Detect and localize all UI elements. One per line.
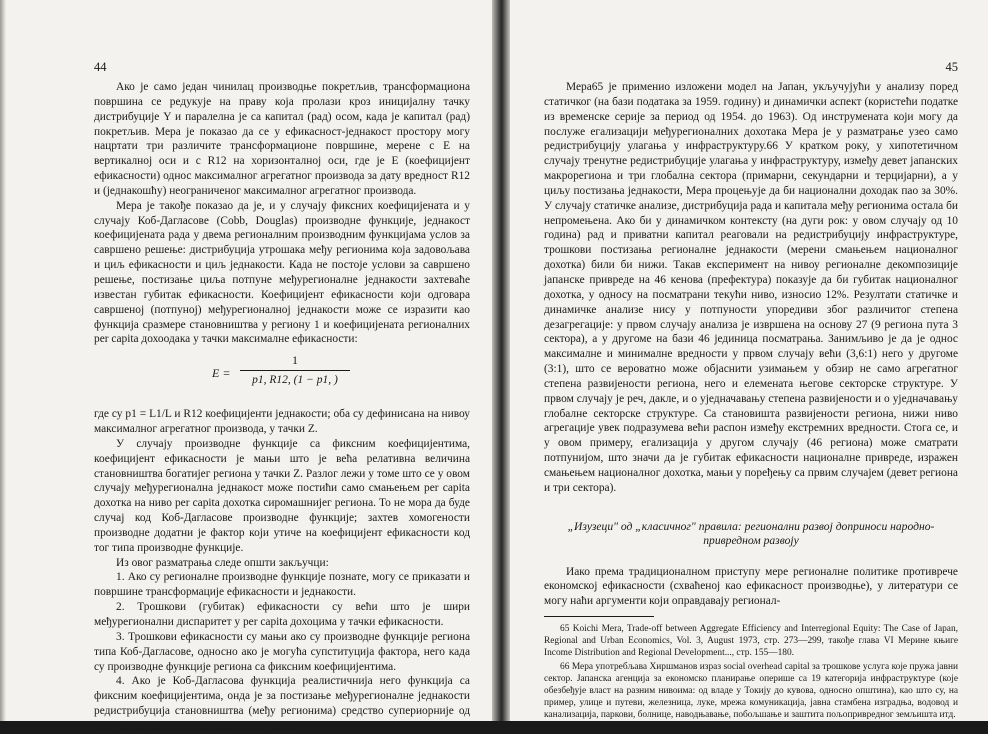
paragraph: где су p1 = L1/L и R12 коефицијенти једнакости; оба су дефинисана на нивоу максималног агрегатног производа, у тачки Z. (94, 408, 470, 436)
formula-fraction (240, 353, 350, 388)
page-number-right: 45 (945, 60, 958, 74)
paragraph: Ако је само један чинилац производње покретљив, трансформациона површина се редукује на праву која пролази кроз иницијалну тачку дистрибуције Y и паралелна је са капитал (рад) осом, када је капитал (рад) покретљив. Мера је показао да се у ефикасност-једнакост простору могу нацртати три различите трансформационе површине, мерене с E на вертикалној оси и с R12 на хоризонталној оси, где је E (коефицијент ефикасности) однос максималног агрегатног производа за дату вредност R12 и (једнакошћу) неограниченог максималног агрегатног производа. (94, 81, 470, 197)
list-item: 3. Трошкови ефикасности су мањи ако су производне функције региона типа Коб-Дагласове, односно ако је могућа супституција фактора, него када су производне функције региона са фиксним коефицијентима. (94, 630, 470, 673)
paragraph: Иако према традиционалном приступу мере регионалне политике противрече економској ефикасности (схваћеној као ефикасност производње), у литератури се могу наћи аргументи који оправдавају регионал- (544, 565, 958, 608)
page-number-left: 44 (94, 60, 107, 74)
paragraph: Мера65 је применио изложени модел на Јапан, укључујући у анализу поред статичког (на бази података за 1959. годину) и динамички аспект (користећи податке из временске серије за период од 1954. до 1963). Од инструмената који могу да послуже егализацији међурегионалних дохотака Мера је у разматрање узео само редистрибуцију улагања у инфраструктуру.66 У кратком року, у хипотетичном случају тренутне редистрибуције улагања у инфраструктуру, између девет јапанских макрорегиона и три глобална сектора (примарни, секундарни и терцијарни), а у циљу постизања једнакости, Мера процењује да би национални доходак пао за 30%. У случају статичке анализе, дистрибуција рада и капитала међу регионима остала би непромењена. Ако би у динамичком контексту (на дуги рок: у овом случају од 10 година) рад и приватни капитал реаговали на редистрибуцију инфраструктуре, трошкови постизања регионалне једнакости (мерени смањењем националног дохотка) били би нижи. Такав експеримент на нивоу регионалне декомпозиције јапанске привреде на 46 кенова (префектура) показује да би губитак националног дохотка, у односу на посматрани текући ниво, износио 12%. Резултати статичке и динамичке анализе нису у потпуности упоредиви због различитог степена дезагрегације: у првом случају анализа је извршена на основу 27 (9 региона пута 3 сектора), а у другоме на бази 46 јединица посматрања. Занимљиво је да је однос максималне и минималне вредности у првом случају већи (3,6:1) него у другоме (3:1), што се вероватно може објаснити узимањем у обзир не само агрегатног степена развијености региона, него и елемената његове секторске структуре. У првом случају је реч, дакле, и о уједначавању степена развијености и о уједначавању глобалне секторске структуре. Са становишта развијености региона, нижи ниво агрегације увек подразумева већи распон између екстремних вредности. Стога се, и у овом примеру, егализација у другом случају (46 региона) може сматрати потпунијом, што значи да је губитак ефикасности националне привреде, изражен смањењем националног дохотка, мањи у поређењу са првим случајем (девет региона и три сектора). (544, 81, 958, 494)
formula-numerator: 1 (292, 353, 298, 368)
left-page (0, 0, 492, 732)
footnote-divider (544, 616, 654, 617)
formula-lhs: E = (212, 366, 231, 381)
paragraph: Из овог разматрања следе општи закључци: (116, 556, 329, 569)
list-item: 2. Трошкови (губитак) ефикасности су већи што је шири међурегионални диспаритет у per capita дохоцима у тачки ефикасности. (94, 601, 470, 628)
footnote: 66 Мера употребљава Хиршманов израз social overhead capital за трошкове услуга које пружа јавни сектор. Јапанска агенција за економско планирање оперише са 19 категорија инфраструктуре (које обезбеђује власт на разним нивоима: од владе у Токију до кувова, односно општина), као што су, на пример, улице и путеви, железница, луке, мрежа комуникација, јавна стамбена изградња, водовод и канализација, паркови, болнице, наводњавање, побољшање и заштита пољопривредног земљишта итд. (544, 662, 958, 721)
footnote: 65 Koichi Mera, Trade-off between Aggregate Efficiency and Interregional Equity: The Case of Japan, Regional and Urban Economics, Vol. 3, August 1973, стр. 273—299, такође глава VI Мерине књиге Income Distribution and Regional Development..., стр. 155—180. (544, 624, 958, 659)
book-gutter (492, 0, 510, 721)
right-page (510, 0, 988, 721)
efficiency-formula (94, 351, 470, 403)
left-page-body (94, 80, 470, 734)
list-item: 4. Ако је Коб-Дагласова функција реалистичнија него функција са фиксним коефицијентима, онда је за постизање међурегионалне једнакости редистрибуција становништва (међу регионима) средство супериорније од међурегионалне прерасподеле капитала. (94, 675, 470, 732)
section-heading: „Изузеци" од „класичног" правила: регионални развој доприноси народно-привредном развоју (567, 519, 935, 548)
paragraph: У случају производне функције са фиксним коефицијентима, коефицијент ефикасности је мањи што је већа релативна величина становништва богатијег региона у тачки Z. Разлог лежи у томе што се у овом случају међурегионална једнакост може постићи само смањењем per capita дохотка на ниво per capita дохотка сиромашнијег региона. То не мора да буде случај код Коб-Дагласове производне функције; захтев хомогености производне додатни је фактор који утиче на коефицијент ефикасности код тог типа производне функције. (94, 437, 470, 554)
right-page-body (544, 80, 958, 721)
list-item: 1. Ако су регионалне производне функције познате, могу се приказати и површине трансформације ефикасности и једнакости. (94, 571, 470, 599)
paragraph: Мера је такође показао да је, и у случају фиксних коефицијената и у случају Коб-Дагласове (Cobb, Douglas) производне функције, једнакост коефицијената рада у двема регионалним производним функцијама услов за савршено решење: дистрибуција утрошака међу регионима која задовољава и циљ ефикасности и циљ једнакости. Када не постоје услови за савршено решење, постизање циља потпуне међурегионалне једнакости захтеваће известан губитак ефикасности. Коефицијент ефикасности који одговара савршеној (потпуној) међурегионалној једнакости може се изразити као функција сразмере становништва у региону 1 и коефицијената регионалних per capita дохоодака у тачки максималне ефикасности: (94, 199, 470, 346)
footnotes (544, 623, 958, 721)
page-edge-shadow (0, 0, 6, 721)
formula-denominator: p1, R12, (1 − p1, ) (252, 374, 338, 387)
